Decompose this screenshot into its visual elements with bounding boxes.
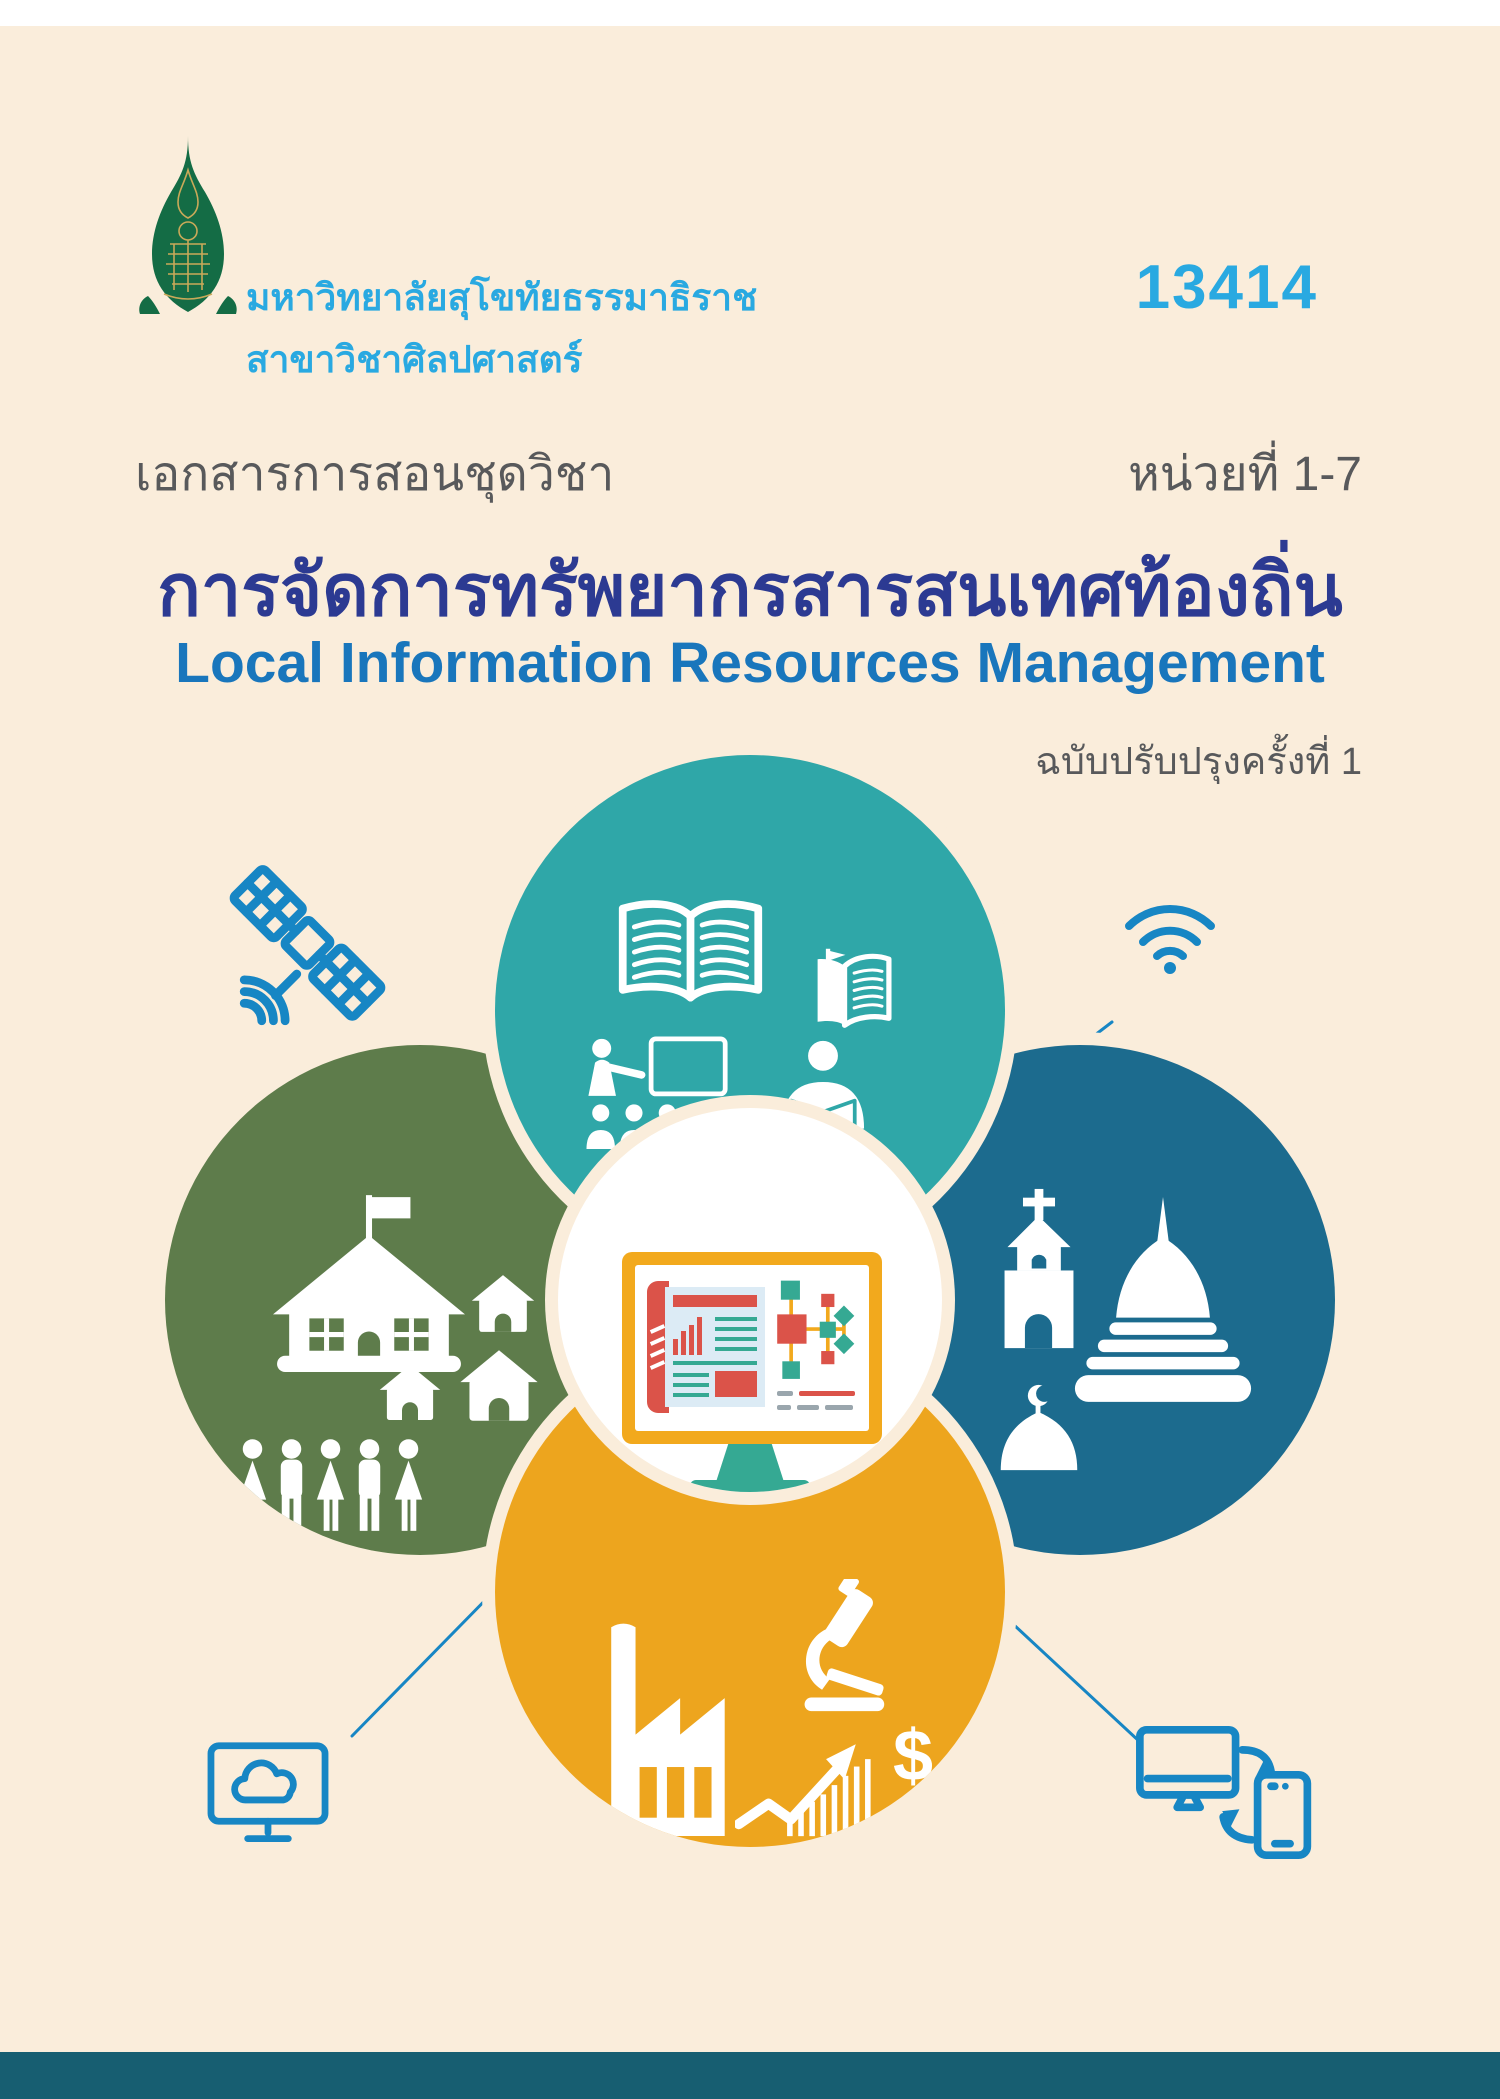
units-label: หน่วยที่ 1-7 [1128, 448, 1362, 501]
university-logo [138, 136, 238, 314]
house-icon [458, 1348, 540, 1423]
stou-emblem-icon [138, 136, 238, 314]
microscope-icon [785, 1579, 897, 1715]
house-icon [378, 1363, 442, 1422]
monitor-stand [716, 1444, 784, 1482]
monitor-base [690, 1480, 810, 1492]
mosque-icon [983, 1383, 1095, 1475]
wifi-icon [1115, 888, 1225, 978]
reference-book-icon [795, 947, 895, 1034]
people-row-icon [233, 1437, 428, 1535]
device-sync-icon [1135, 1725, 1317, 1859]
growth-chart-icon [735, 1722, 893, 1838]
series-label: เอกสารการสอนชุดวิชา [135, 448, 615, 501]
screen-dashes [777, 1391, 793, 1396]
factory-icon [595, 1615, 747, 1838]
open-book-icon [613, 895, 768, 1016]
cloud-computer-icon [205, 1740, 331, 1856]
top-margin [0, 0, 1500, 26]
school-name: สาขาวิชาศิลปศาสตร์ [246, 339, 583, 380]
university-name: มหาวิทยาลัยสุโขทัยธรรมาธิราช [246, 277, 758, 318]
title-english: Local Information Resources Management [175, 631, 1325, 695]
title-thai: การจัดการทรัพยากรสารสนเทศท้องถิ่น [157, 551, 1343, 631]
footer-bar [0, 2052, 1500, 2099]
circle-information-center [558, 1108, 942, 1492]
flowchart-graphic [775, 1279, 863, 1382]
journal-graphic [647, 1281, 767, 1413]
course-code: 13414 [1135, 253, 1318, 322]
satellite-icon [215, 865, 400, 1050]
house-icon [470, 1273, 536, 1334]
school-building-icon [273, 1187, 465, 1374]
dollar-icon: $ [893, 1716, 934, 1796]
edition-label: ฉบับปรับปรุงครั้งที่ 1 [1035, 741, 1362, 783]
monitor-screen [635, 1265, 869, 1431]
monitor-icon [622, 1252, 882, 1444]
